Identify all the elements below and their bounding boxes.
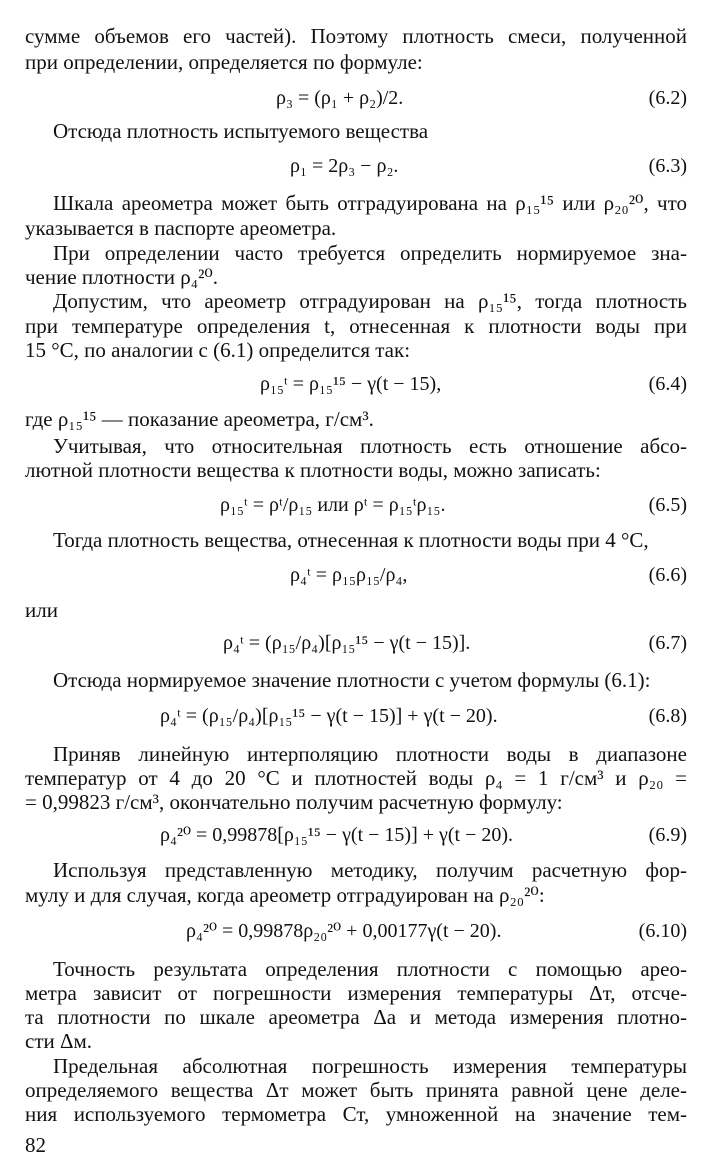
text-line: та плотности по шкале ареометра Δа и метода измерения плотно- (25, 1005, 687, 1029)
equation: ρ₁₅ᵗ = ρᵗ/ρ₁₅ или ρᵗ = ρ₁₅ᵗρ₁₅. (220, 494, 446, 516)
equation: ρ₄ᵗ = (ρ₁₅/ρ₄)[ρ₁₅¹⁵ − γ(t − 15)] + γ(t − 20). (160, 705, 498, 727)
equation: ρ₁ = 2ρ₃ − ρ₂. (290, 155, 399, 177)
text-line: мулу и для случая, когда ареометр отградуирован на ρ₂₀²⁰: (25, 883, 545, 907)
text-line: = 0,99823 г/см³, окончательно получим расчетную формулу: (25, 790, 563, 814)
equation: ρ₁₅ᵗ = ρ₁₅¹⁵ − γ(t − 15), (260, 373, 442, 395)
equation-number: (6.4) (648, 373, 687, 395)
text-line: сумме объемов его частей). Поэтому плотность смеси, полученной (25, 24, 687, 48)
text-line: Отсюда нормируемое значение плотности с учетом формулы (6.1): (53, 668, 651, 692)
equation-number: (6.7) (648, 632, 687, 654)
equation-number: (6.6) (648, 564, 687, 586)
text-line: Приняв линейную интерполяцию плотности воды в диапазоне (53, 742, 687, 766)
equation-number: (6.10) (638, 920, 687, 942)
text-line: Допустим, что ареометр отградуирован на ρ₁₅¹⁵, тогда плотность (53, 289, 687, 313)
equation-number: (6.2) (648, 87, 687, 109)
equation: ρ₄ᵗ = (ρ₁₅/ρ₄)[ρ₁₅¹⁵ − γ(t − 15)]. (223, 632, 471, 654)
text-line: При определении часто требуется определить нормируемое зна- (53, 241, 687, 265)
equation: ρ₄²⁰ = 0,99878ρ₂₀²⁰ + 0,00177γ(t − 20). (186, 920, 502, 942)
text-line: где ρ₁₅¹⁵ — показание ареометра, г/см³. (25, 407, 374, 431)
text-line: Учитывая, что относительная плотность есть отношение абсо- (53, 434, 687, 458)
text-line: ния используемого термометра Ст, умноженной на значение тем- (25, 1102, 687, 1126)
text-line: метра зависит от погрешности измерения температуры Δт, отсче- (25, 981, 687, 1005)
text-line: сти Δм. (25, 1029, 93, 1053)
text-line: при температуре определения t, отнесенная к плотности воды при (25, 314, 687, 338)
text-line: 15 °С, по аналогии с (6.1) определится так: (25, 338, 411, 362)
text-line: указывается в паспорте ареометра. (25, 216, 337, 240)
text-line: Точность результата определения плотности с помощью арео- (53, 957, 687, 981)
text-line: или (25, 598, 58, 622)
text-line: Шкала ареометра может быть отградуирована на ρ₁₅¹⁵ или ρ₂₀²⁰, что (53, 191, 687, 215)
text-line: чение плотности ρ₄²⁰. (25, 265, 219, 289)
text-line: определяемого вещества Δт может быть принята равной цене деле- (25, 1078, 687, 1102)
equation: ρ₃ = (ρ₁ + ρ₂)/2. (276, 87, 404, 109)
page-number: 82 (25, 1133, 46, 1157)
equation: ρ₄²⁰ = 0,99878[ρ₁₅¹⁵ − γ(t − 15)] + γ(t − 20). (160, 824, 514, 846)
text-line: Предельная абсолютная погрешность измерения температуры (53, 1054, 687, 1078)
equation-number: (6.9) (648, 824, 687, 846)
equation: ρ₄ᵗ = ρ₁₅ρ₁₅/ρ₄, (290, 564, 408, 586)
text-line: Тогда плотность вещества, отнесенная к плотности воды при 4 °С, (53, 528, 649, 552)
equation-number: (6.5) (648, 494, 687, 516)
text-line: Отсюда плотность испытуемого вещества (53, 119, 429, 143)
text-line: лютной плотности вещества к плотности воды, можно записать: (25, 458, 601, 482)
text-line: при определении, определяется по формуле: (25, 50, 423, 74)
text-line: температур от 4 до 20 °С и плотностей воды ρ₄ = 1 г/см³ и ρ₂₀ = (25, 766, 687, 790)
equation-number: (6.8) (648, 705, 687, 727)
text-line: Используя представленную методику, получим расчетную фор- (53, 858, 687, 882)
equation-number: (6.3) (648, 155, 687, 177)
